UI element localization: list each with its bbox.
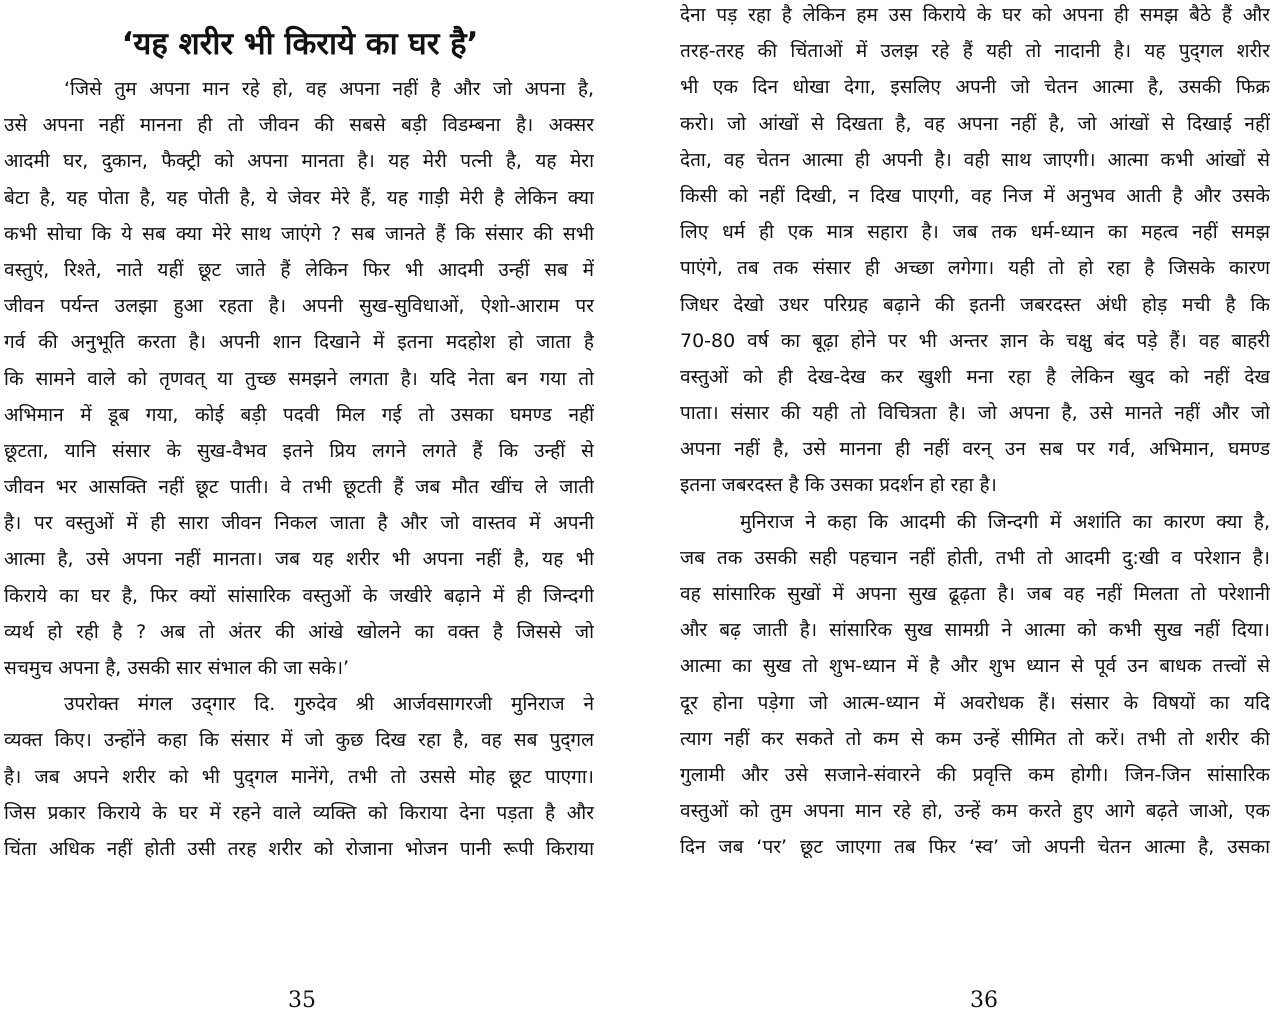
text-line: किराये का घर है, फिर क्यों सांसारिक वस्तुओं के जखीरे बढ़ाने में ही जिन्दगी xyxy=(4,584,594,607)
text-line: किसी को नहीं दिखी, न दिख पाएगी, वह निज में अनुभव आती है और उसके xyxy=(680,184,1270,207)
text-line: करो। जो आंखों से दिखता है, वह अपना नहीं है, जो आंखों से दिखाई नहीं xyxy=(680,112,1270,135)
text-line: है। जब अपने शरीर को भी पुद्‌गल मानेंगे, तभी तो उससे मोह छूट पाएगा। xyxy=(4,765,594,788)
text-line: चिंता अधिक नहीं होती उसी तरह शरीर को रोजाना भोजन पानी रूपी किराया xyxy=(4,837,594,860)
right-page xyxy=(676,0,1276,1013)
text-line: मुनिराज ने कहा कि आदमी की जिन्दगी में अशांति का कारण क्या है, xyxy=(740,510,1270,533)
text-line: कि सामने वाले को तृणवत् या तुच्छ समझने लगता है। यदि नेता बन गया तो xyxy=(4,367,594,390)
text-line: और बढ़ जाती है। सांसारिक सुख सामग्री ने आत्मा को कभी सुख नहीं दिया। xyxy=(680,619,1270,642)
text-line: जीवन पर्यन्त उलझा हुआ रहता है। अपनी सुख-सुविधाओं, ऐशो-आराम पर xyxy=(4,295,594,318)
text-line: अपना नहीं है, उसे मानना ही नहीं वरन् उन सब पर गर्व, अभिमान, घमण्ड xyxy=(680,438,1270,461)
text-line: आदमी घर, दुकान, फैक्ट्री को अपना मानता है। यह मेरी पत्नी है, यह मेरा xyxy=(4,150,594,173)
text-line: भी एक दिन धोखा देगा, इसलिए अपनी जो चेतन आत्मा है, उसकी फिक्र xyxy=(680,76,1270,99)
page-number-right: 36 xyxy=(970,988,998,1013)
text-line: व्यक्त किए। उन्होंने कहा कि संसार में जो कुछ दिख रहा है, वह सब पुद्‌गल xyxy=(4,729,594,752)
text-line: तरह-तरह की चिंताओं में उलझ रहे हैं यही तो नादानी है। यह पुद्‌गल शरीर xyxy=(680,40,1270,63)
text-line: व्यर्थ हो रही है ? अब तो अंतर की आंखे खोलने का वक्त है जिससे जो xyxy=(4,620,594,643)
text-line: है। पर वस्तुओं में ही सारा जीवन निकल जाता है और जो वास्तव में अपनी xyxy=(4,512,594,535)
text-line: आत्मा का सुख तो शुभ-ध्यान में है और शुभ ध्यान से पूर्व उन बाधक तत्त्वों से xyxy=(680,655,1270,678)
text-line: उसे अपना नहीं मानना ही तो जीवन की सबसे बड़ी विडम्बना है। अक्सर xyxy=(4,114,594,137)
chapter-title: ‘यह शरीर भी किराये का घर है’ xyxy=(121,26,479,62)
text-line: बेटा है, यह पोता है, यह पोती है, ये जेवर मेरे हैं, यह गाड़ी मेरी है लेकिन क्या xyxy=(4,186,594,209)
text-line: गुलामी और उसे सजाने-संवारने की प्रवृत्ति कम होगी। जिन-जिन सांसारिक xyxy=(680,763,1270,786)
text-line: लिए धर्म ही एक मात्र सहारा है। जब तक धर्म-ध्यान का महत्व नहीं समझ xyxy=(680,221,1270,244)
text-line: त्याग नहीं कर सकते तो कम से कम उन्हें सीमित तो करें। तभी तो शरीर की xyxy=(680,727,1270,750)
left-page-body xyxy=(4,71,594,867)
text-line: गर्व की अनुभूति करता है। अपनी शान दिखाने में इतना मदहोश हो जाता है xyxy=(4,331,594,354)
text-line: ‘जिसे तुम अपना मान रहे हो, वह अपना नहीं है और जो अपना है, xyxy=(64,78,594,100)
text-line: वस्तुओं को ही देख-देख कर खुशी मना रहा है लेकिन खुद को नहीं देख xyxy=(680,365,1270,388)
left-page xyxy=(0,0,600,1013)
text-line: जीवन भर आसक्ति नहीं छूट पाती। वे तभी छूटती हैं जब मौत खींच ले जाती xyxy=(4,476,594,499)
text-line: छूटता, यानि संसार के सुख-वैभव इतने प्रिय लगने लगते हैं कि उन्हीं से xyxy=(4,439,594,462)
text-line: जिधर देखो उधर परिग्रह बढ़ाने की इतनी जबरदस्त अंधी होड़ मची है कि xyxy=(680,293,1270,316)
text-line: देता, वह चेतन आत्मा ही अपनी है। वही साथ जाएगी। आत्मा कभी आंखों से xyxy=(680,148,1270,171)
text-line: आत्मा है, उसे अपना नहीं मानता। जब यह शरीर भी अपना नहीं है, यह भी xyxy=(4,548,594,571)
page-number-left: 35 xyxy=(288,988,316,1013)
text-line: उपरोक्त मंगल उद्‌गार दि. गुरुदेव श्री आर्जवसागरजी मुनिराज ने xyxy=(64,693,594,716)
text-line: 70-80 वर्ष का बूढ़ा होने पर भी अन्तर ज्ञान के चक्षु बंद पड़े हैं। वह बाहरी xyxy=(680,329,1270,352)
text-line: पाता। संसार की यही तो विचित्रता है। जो अपना है, उसे मानते नहीं और जो xyxy=(680,402,1270,425)
text-line: अभिमान में डूब गया, कोई बड़ी पदवी मिल गई तो उसका घमण्ड नहीं xyxy=(4,403,594,426)
text-line: देना पड़ रहा है लेकिन हम उस किराये के घर को अपना ही समझ बैठे हैं और xyxy=(680,4,1270,26)
text-line: वस्तुओं को तुम अपना मान रहे हो, उन्हें कम करते हुए आगे बढ़ते जाओ, एक xyxy=(680,800,1270,823)
text-line: पाएंगे, तब तक संसार ही अच्छा लगेगा। यही तो हो रहा है जिसके कारण xyxy=(680,257,1270,280)
text-line: कभी सोचा कि ये सब क्या मेरे साथ जाएंगे ? सब जानते हैं कि संसार की सभी xyxy=(4,222,594,245)
text-line: दिन जब ‘पर’ छूट जाएगा तब फिर ‘स्व’ जो अपनी चेतन आत्मा है, उसका xyxy=(680,836,1270,859)
text-line: सचमुच अपना है, उसकी सार संभाल की जा सके।’ xyxy=(4,657,350,679)
text-line: वह सांसारिक सुखों में अपना सुख ढूढ़ता है। जब वह नहीं मिलता तो परेशानी xyxy=(680,583,1270,605)
text-line: वस्तुएं, रिश्ते, नाते यहीं छूट जाते हैं लेकिन फिर भी आदमी उन्हीं सब में xyxy=(4,258,594,281)
text-line: जब तक उसकी सही पहचान नहीं होती, तभी तो आदमी दु:खी व परेशान है। xyxy=(680,546,1270,569)
right-page-body xyxy=(680,0,1270,866)
text-line: इतना जबरदस्त है कि उसका प्रदर्शन हो रहा है। xyxy=(680,474,997,497)
text-line: जिस प्रकार किराये के घर में रहने वाले व्यक्ति को किराया देना पड़ता है और xyxy=(4,801,594,824)
text-line: दूर होना पड़ेगा जो आत्म-ध्यान में अवरोधक हैं। संसार के विषयों का यदि xyxy=(680,691,1270,714)
